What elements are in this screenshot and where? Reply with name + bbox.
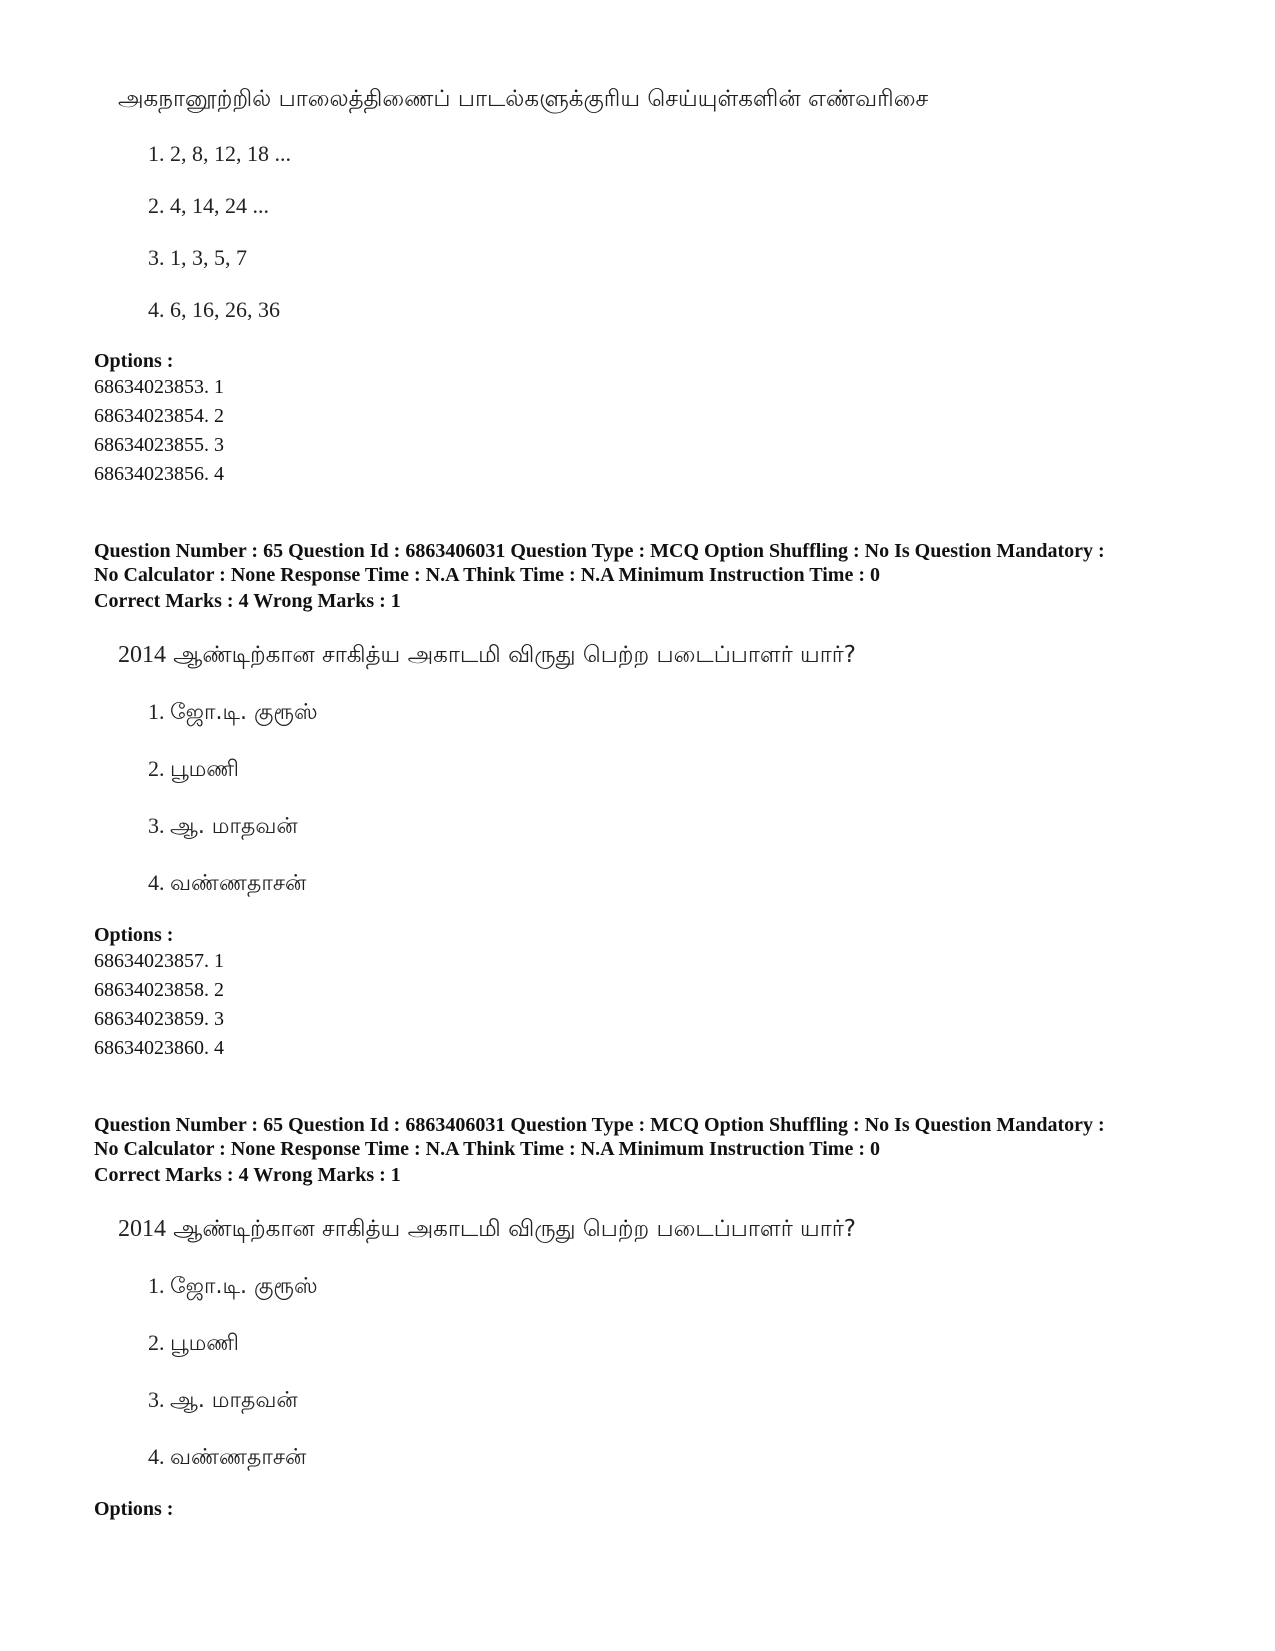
question-text: 2014 ஆண்டிற்கான சாகித்ய அகாடமி விருது பெற்ற படைப்பாளர் யார்?: [118, 1216, 856, 1242]
choice-1: 1. ஜோ.டி. குரூஸ்: [148, 699, 318, 725]
option-item: 68634023853. 1: [94, 376, 224, 398]
question-meta-line: Question Number : 65 Question Id : 6863406031 Question Type : MCQ Option Shuffling : No Is Question Mandatory :: [94, 1114, 1105, 1136]
choice-1: 1. ஜோ.டி. குரூஸ்: [148, 1273, 318, 1299]
option-item: 68634023860. 4: [94, 1037, 224, 1059]
choice-3: 3. ஆ. மாதவன்: [148, 1387, 298, 1413]
question-meta-line: No Calculator : None Response Time : N.A Think Time : N.A Minimum Instruction Time : 0: [94, 1138, 880, 1160]
option-item: 68634023856. 4: [94, 463, 224, 485]
question-meta-line: Question Number : 65 Question Id : 6863406031 Question Type : MCQ Option Shuffling : No Is Question Mandatory :: [94, 540, 1105, 562]
choice-3: 3. 1, 3, 5, 7: [148, 245, 247, 270]
choice-1: 1. 2, 8, 12, 18 ...: [148, 141, 291, 166]
choice-2: 2. 4, 14, 24 ...: [148, 193, 269, 218]
marks-line: Correct Marks : 4 Wrong Marks : 1: [94, 590, 401, 612]
choice-4: 4. வண்ணதாசன்: [148, 870, 307, 896]
question-text: அகநானூற்றில் பாலைத்திணைப் பாடல்களுக்குரிய செய்யுள்களின் எண்வரிசை: [118, 86, 929, 112]
options-heading: Options :: [94, 1498, 174, 1520]
options-heading: Options :: [94, 350, 174, 372]
marks-line: Correct Marks : 4 Wrong Marks : 1: [94, 1164, 401, 1186]
option-item: 68634023858. 2: [94, 979, 224, 1001]
choice-2: 2. பூமணி: [148, 756, 240, 782]
question-meta-line: No Calculator : None Response Time : N.A Think Time : N.A Minimum Instruction Time : 0: [94, 564, 880, 586]
question-meta: [94, 1113, 1214, 1161]
option-item: 68634023859. 3: [94, 1008, 224, 1030]
options-list: [94, 373, 224, 489]
options-heading: Options :: [94, 924, 174, 946]
option-item: 68634023857. 1: [94, 950, 224, 972]
choice-3: 3. ஆ. மாதவன்: [148, 813, 298, 839]
question-meta: [94, 539, 1214, 587]
option-item: 68634023854. 2: [94, 405, 224, 427]
option-item: 68634023855. 3: [94, 434, 224, 456]
choice-2: 2. பூமணி: [148, 1330, 240, 1356]
choice-4: 4. 6, 16, 26, 36: [148, 297, 280, 322]
options-list: [94, 947, 224, 1063]
question-text: 2014 ஆண்டிற்கான சாகித்ய அகாடமி விருது பெற்ற படைப்பாளர் யார்?: [118, 642, 856, 668]
choice-4: 4. வண்ணதாசன்: [148, 1444, 307, 1470]
